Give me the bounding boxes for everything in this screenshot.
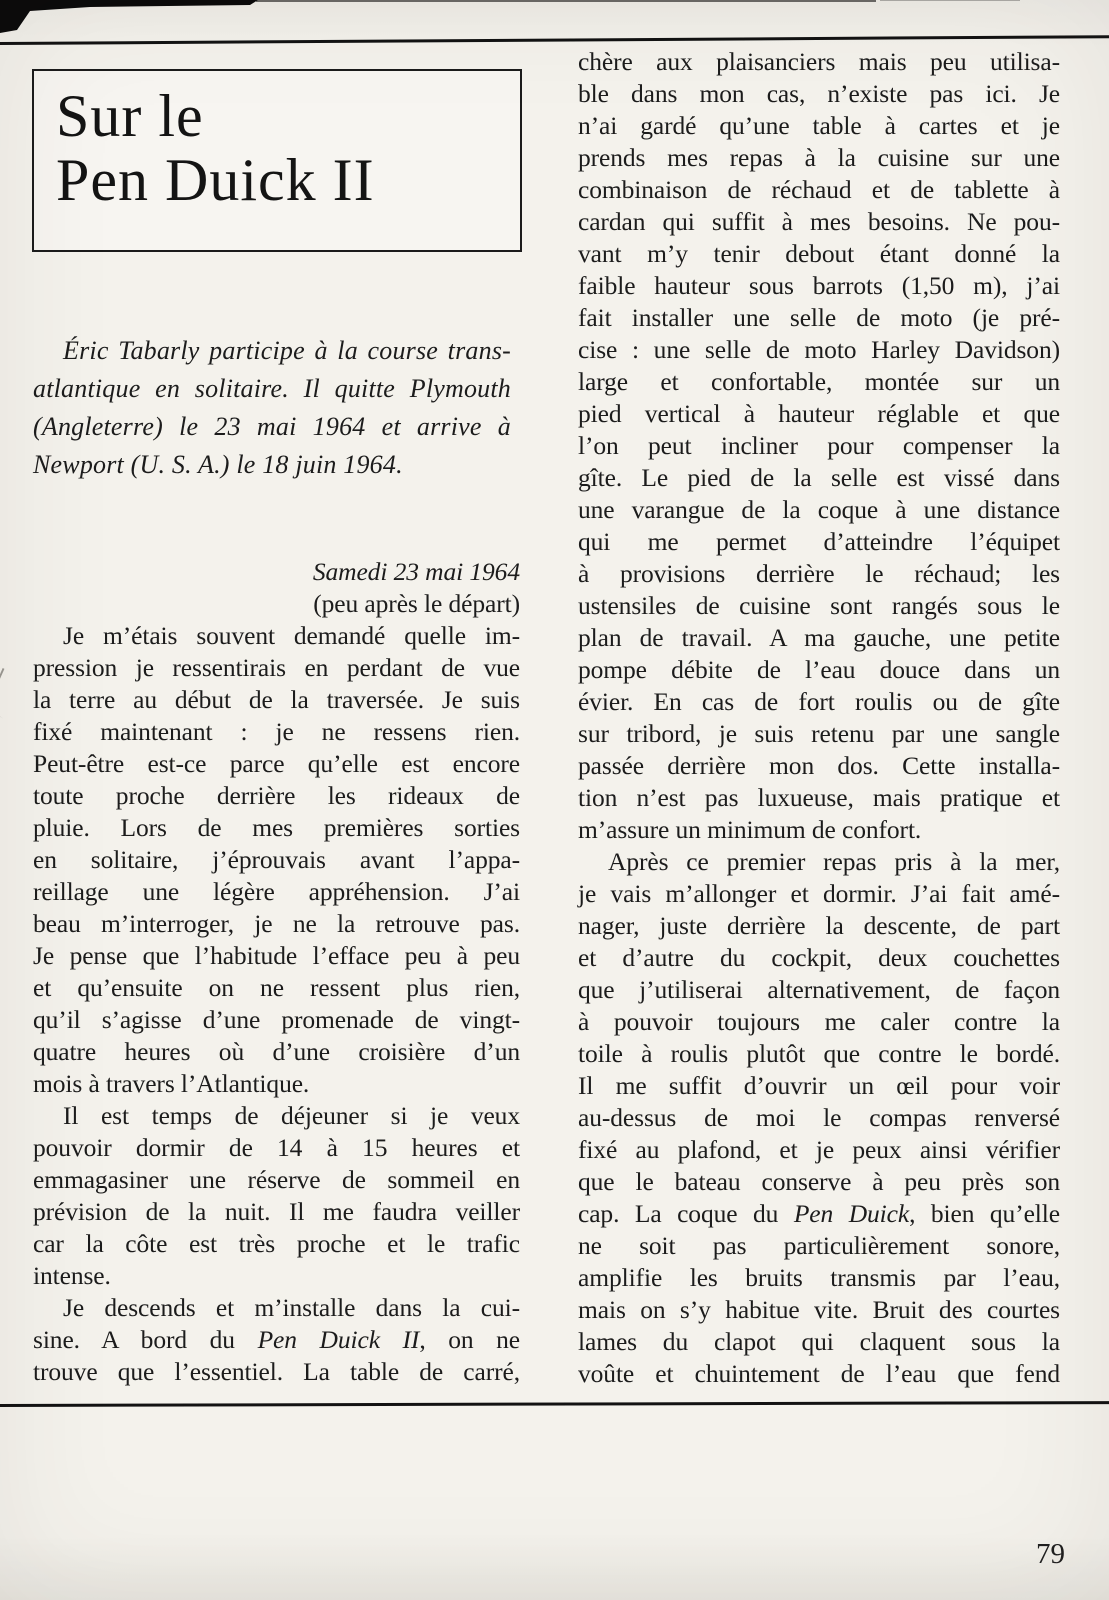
text-line: n’ai gardé qu’une table à cartes et je: [578, 111, 1060, 140]
text-line: emmagasiner une réserve de sommeil en: [33, 1165, 520, 1194]
text-line: plan de travail. A ma gauche, une petite: [578, 623, 1060, 652]
text-line: je vais m’allonger et dormir. J’ai fait amé-: [578, 879, 1060, 908]
text-line: que j’utiliserai alternativement, de façon: [578, 975, 1060, 1004]
text-line: que le bateau conserve à peu près son: [578, 1167, 1060, 1196]
text-line: à provisions derrière le réchaud; les: [578, 559, 1060, 588]
scan-edge-top-fragment: [256, 0, 876, 2]
text-line: fait installer une selle de moto (je pré-: [578, 303, 1060, 332]
text-line: (peu après le départ): [313, 589, 520, 618]
intro-paragraph: [33, 332, 511, 484]
text-line: reillage une légère appréhension. J’ai: [33, 877, 520, 906]
page-number: 79: [1036, 1538, 1065, 1570]
text-line: pouvoir dormir de 14 à 15 heures et: [33, 1133, 520, 1162]
text-line: large et confortable, montée sur un: [578, 367, 1060, 396]
text-line: beau m’interroger, je ne la retrouve pas.: [33, 909, 520, 938]
text-line: qu’il s’agisse d’une promenade de vingt-: [33, 1005, 520, 1034]
text-line: évier. En cas de fort roulis ou de gîte: [578, 687, 1060, 716]
text-line: amplifie les bruits transmis par l’eau,: [578, 1263, 1060, 1292]
text-line: fixé au plafond, et je peux ainsi vérifier: [578, 1135, 1060, 1164]
text-line: et qu’ensuite on ne ressent plus rien,: [33, 973, 520, 1002]
text-line: chère aux plaisanciers mais peu utilisa-: [578, 47, 1060, 76]
text-line: fixé maintenant : je ne ressens rien.: [33, 717, 520, 746]
right-column: [578, 46, 1060, 1390]
text-line: pied vertical à hauteur réglable et que: [578, 399, 1060, 428]
text-line: vant m’y tenir debout étant donné la: [578, 239, 1060, 268]
text-line: Je descends et m’installe dans la cui-: [63, 1293, 520, 1322]
text-line: passée derrière mon dos. Cette installa-: [578, 751, 1060, 780]
text-line: qui me permet d’atteindre l’équipet: [578, 527, 1060, 556]
text-line: Après ce premier repas pris à la mer,: [608, 847, 1060, 876]
text-line: ne soit pas particulièrement sonore,: [578, 1231, 1060, 1260]
text-line: mais on s’y habitue vite. Bruit des courtes: [578, 1295, 1060, 1324]
text-line: sur tribord, je suis retenu par une sangle: [578, 719, 1060, 748]
text-line: intense.: [33, 1261, 111, 1290]
top-rule: [0, 35, 1109, 45]
text-line: Je m’étais souvent demandé quelle im-: [63, 621, 520, 650]
text-line: et d’autre du cockpit, deux couchettes: [578, 943, 1060, 972]
text-line: cardan qui suffit à mes besoins. Ne pou-: [578, 207, 1060, 236]
text-line: prends mes repas à la cuisine sur une: [578, 143, 1060, 172]
text-line: lames du clapot qui claquent sous la: [578, 1327, 1060, 1356]
text-line: ble dans mon cas, n’existe pas ici. Je: [578, 79, 1060, 108]
intro-text-line: atlantique en solitaire. Il quitte Plymouth: [33, 374, 511, 403]
text-line: pression je ressentirais en perdant de vue: [33, 653, 520, 682]
text-line: prévision de la nuit. Il me faudra veiller: [33, 1197, 520, 1226]
scan-edge-top-fragment-2: [880, 0, 1020, 1]
text-line: au-dessus de moi le compas renversé: [578, 1103, 1060, 1132]
intro-text-line: (Angleterre) le 23 mai 1964 et arrive à: [33, 412, 511, 441]
text-line: Je pense que l’habitude l’efface peu à peu: [33, 941, 520, 970]
chapter-title: [34, 71, 520, 212]
text-line: toile à roulis plutôt que contre le bordé.: [578, 1039, 1060, 1068]
text-line: en solitaire, j’éprouvais avant l’appa-: [33, 845, 520, 874]
text-line: Samedi 23 mai 1964: [312, 557, 520, 586]
text-line: à pouvoir toujours me caler contre la: [578, 1007, 1060, 1036]
text-line: quatre heures où d’une croisière d’un: [33, 1037, 520, 1066]
text-line: car la côte est très proche et le trafic: [33, 1229, 520, 1258]
left-column: [33, 556, 520, 1388]
text-line: une varangue de la coque à une distance: [578, 495, 1060, 524]
intro-text-line: Éric Tabarly participe à la course trans-: [63, 336, 511, 365]
text-line: l’on peut incliner pour compenser la: [578, 431, 1060, 460]
text-line: Il me suffit d’ouvrir un œil pour voir: [578, 1071, 1060, 1100]
text-line: cise : une selle de moto Harley Davidson): [578, 335, 1060, 364]
text-line: pluie. Lors de mes premières sorties: [33, 813, 520, 842]
text-line: faible hauteur sous barrots (1,50 m), j’ai: [578, 271, 1060, 300]
text-line: pompe débite de l’eau douce dans un: [578, 655, 1060, 684]
text-line: gîte. Le pied de la selle est vissé dans: [578, 463, 1060, 492]
text-line: toute proche derrière les rideaux de: [33, 781, 520, 810]
text-line: cap. La coque du Pen Duick, bien qu’elle: [578, 1199, 1060, 1228]
bottom-rule: [0, 1401, 1109, 1407]
scan-mark-left-margin: [0, 668, 30, 722]
text-line: sine. A bord du Pen Duick II, on ne: [33, 1325, 520, 1354]
text-line: combinaison de réchaud et de tablette à: [578, 175, 1060, 204]
text-line: tion n’est pas luxueuse, mais pratique et: [578, 783, 1060, 812]
text-line: m’assure un minimum de confort.: [578, 815, 922, 844]
scan-edge-top-left: [0, 0, 260, 34]
text-line: voûte et chuintement de l’eau que fend: [578, 1359, 1060, 1388]
chapter-title-line-2: Pen Duick II: [56, 147, 375, 213]
text-line: Il est temps de déjeuner si je veux: [63, 1101, 520, 1130]
chapter-title-box: [32, 69, 522, 252]
text-line: nager, juste derrière la descente, de part: [578, 911, 1060, 940]
text-line: Peut-être est-ce parce qu’elle est encore: [33, 749, 520, 778]
text-line: la terre au début de la traversée. Je suis: [33, 685, 520, 714]
text-line: trouve que l’essentiel. La table de carré,: [33, 1357, 520, 1386]
chapter-title-line-1: Sur le: [56, 83, 204, 149]
text-line: mois à travers l’Atlantique.: [33, 1069, 310, 1098]
text-line: ustensiles de cuisine sont rangés sous le: [578, 591, 1060, 620]
intro-text-line: Newport (U. S. A.) le 18 juin 1964.: [33, 450, 403, 479]
